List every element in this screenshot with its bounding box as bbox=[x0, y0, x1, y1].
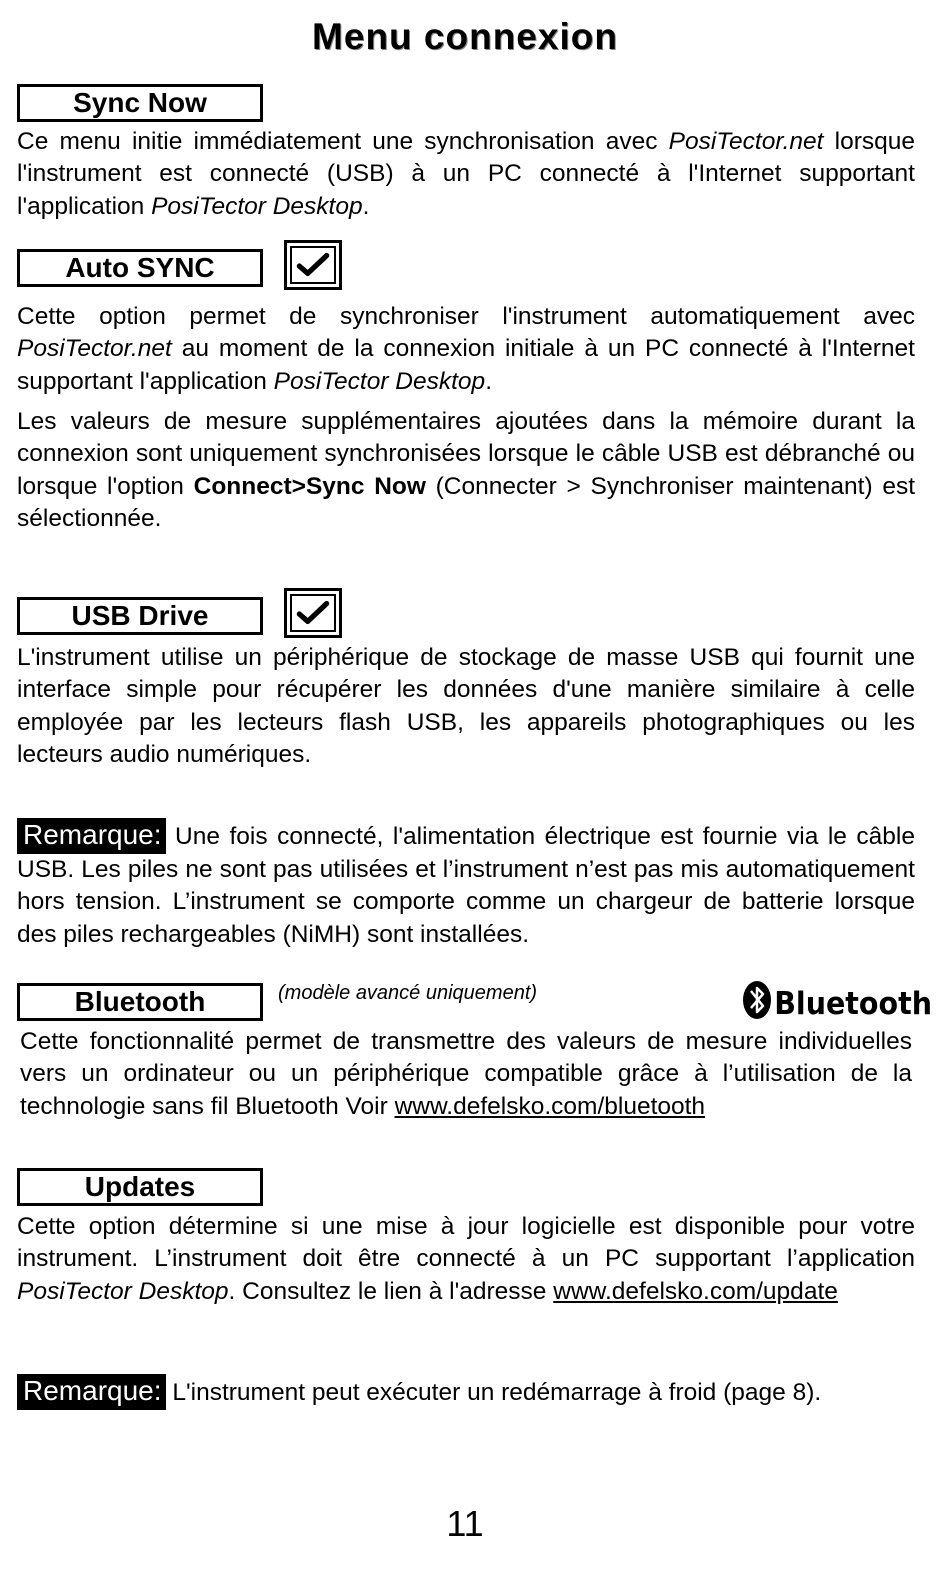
note-usb-power: Remarque: Une fois connecté, l'alimentation électrique est fournie via le câble USB. Les piles ne sont pas utilisées et l’instrument n’est pas mis automatiquement hors tension. L’instrument se comporte comme un chargeur de batterie lorsque des piles rechargeables (NiMH) sont installées. bbox=[17, 819, 915, 948]
auto-sync-label: Auto SYNC bbox=[17, 249, 263, 287]
page-title: Menu connexion bbox=[312, 16, 618, 57]
bluetooth-description: Cette fonctionnalité permet de transmettre des valeurs de mesure individuelles vers un ordinateur ou un périphérique compatible grâce à l’utilisation de la technologie sans fil Bluetooth Voir www.defelsko.com/bluetooth bbox=[20, 1028, 912, 1120]
checkmark-icon bbox=[292, 596, 334, 630]
usb-drive-checkbox bbox=[284, 588, 342, 638]
auto-sync-description: Cette option permet de synchroniser l'instrument automatiquement avec PosiTector.net au moment de la connexion initiale à un PC connecté à l'Internet supportant l'application PosiTector Desktop. bbox=[17, 303, 915, 395]
bluetooth-label: Bluetooth bbox=[17, 983, 263, 1021]
bluetooth-logo-text: Bluetooth bbox=[774, 985, 933, 1023]
updates-label: Updates bbox=[17, 1168, 263, 1206]
bluetooth-link[interactable]: www.defelsko.com/bluetooth bbox=[394, 1092, 706, 1120]
auto-sync-details: Les valeurs de mesure supplémentaires ajoutées dans la mémoire durant la connexion sont uniquement synchronisées lorsque le câble USB est débranché ou lorsque l'option Connect>Sync Now (Connecter > Synchroniser maintenant) est sélectionnée. bbox=[17, 408, 915, 533]
checkmark-icon bbox=[292, 248, 334, 282]
note-badge: Remarque: bbox=[17, 1374, 166, 1410]
auto-sync-checkbox bbox=[284, 240, 342, 290]
note-badge: Remarque: bbox=[17, 818, 166, 854]
advanced-model-note: (modèle avancé uniquement) bbox=[278, 982, 538, 1004]
updates-description: Cette option détermine si une mise à jour logicielle est disponible pour votre instrument. L’instrument doit être connecté à un PC supportant l’application PosiTector Desktop. Consultez le lien à l'adresse www.defelsko.com/update bbox=[17, 1213, 915, 1305]
bluetooth-logo-icon bbox=[742, 978, 933, 1023]
usb-drive-description: L'instrument utilise un périphérique de stockage de masse USB qui fournit une interface simple pour récupérer les données d'une manière similaire à celle employée par les lecteurs flash USB, les appareils photographiques ou les lecteurs audio numériques. bbox=[17, 644, 915, 769]
usb-drive-label: USB Drive bbox=[17, 597, 263, 635]
sync-now-label: Sync Now bbox=[17, 84, 263, 122]
note-cold-reset: Remarque: L'instrument peut exécuter un redémarrage à froid (page 8). bbox=[17, 1374, 821, 1410]
page-number: 11 bbox=[446, 1503, 484, 1544]
sync-now-description: Ce menu initie immédiatement une synchronisation avec PosiTector.net lorsque l'instrument est connecté (USB) à un PC connecté à l'Internet supportant l'application PosiTector Desktop. bbox=[17, 128, 915, 220]
update-link[interactable]: www.defelsko.com/update bbox=[553, 1277, 838, 1305]
